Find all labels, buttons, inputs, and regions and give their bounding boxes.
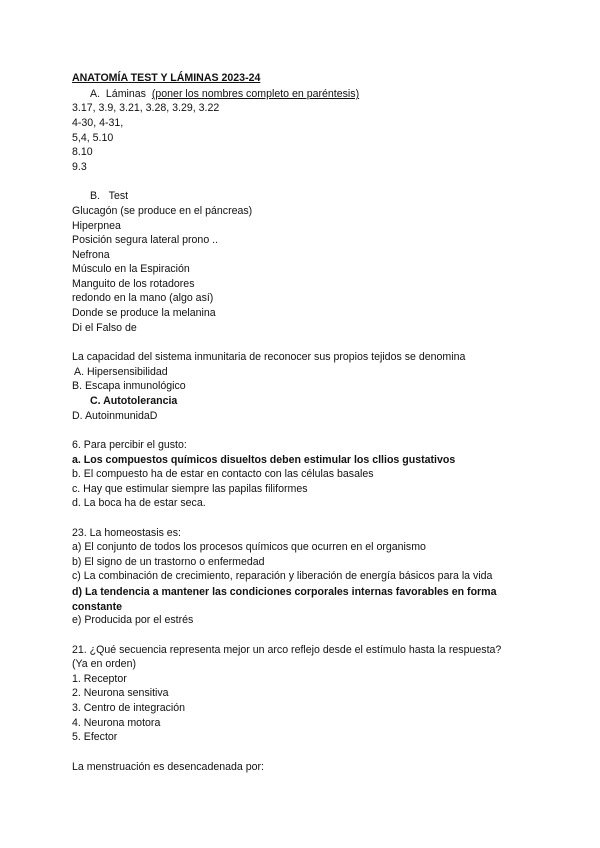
section-b-marker: B. (90, 190, 101, 202)
list-item: 3. Centro de integración (72, 702, 186, 714)
option-e: e) Producida por el estrés (72, 614, 194, 626)
section-b-line: Músculo en la Espiración (72, 263, 190, 275)
section-b-line: Hiperpnea (72, 220, 121, 232)
question-21-note: (Ya en orden) (72, 658, 136, 670)
list-item: 2. Neurona sensitiva (72, 687, 169, 699)
section-b-line: Manguito de los rotadores (72, 278, 195, 290)
section-a-line: 9.3 (72, 161, 87, 173)
section-a-heading (90, 88, 359, 101)
section-b-line: redondo en la mano (algo así) (72, 292, 214, 304)
option-d: D. AutoinmunidaD (72, 410, 158, 422)
section-b-line: Donde se produce la melanina (72, 307, 216, 319)
section-b-line: Di el Falso de (72, 322, 137, 334)
question-immune: La capacidad del sistema inmunitaria de reconocer sus propios tejidos se denomina (72, 351, 466, 363)
section-a-line: 8.10 (72, 146, 93, 158)
section-b-label: Test (108, 190, 129, 202)
option-b: b) El signo de un trastorno o enfermedad (72, 556, 265, 568)
list-item: 5. Efector (72, 731, 118, 743)
option-b: b. El compuesto ha de estar en contacto con las células basales (72, 468, 374, 480)
question-21: 21. ¿Qué secuencia representa mejor un arco reflejo desde el estímulo hasta la respuesta? (72, 644, 502, 656)
section-b-line: Glucagón (se produce en el páncreas) (72, 205, 253, 217)
option-c-correct: C. Autotolerancia (90, 395, 178, 407)
section-b-line: Nefrona (72, 249, 110, 261)
section-a-line: 5,4, 5.10 (72, 132, 114, 144)
section-b-heading (90, 190, 128, 203)
section-a-marker: A. (90, 88, 101, 100)
section-a-line: 4-30, 4-31, (72, 117, 124, 129)
section-a-note: (poner los nombres completo en paréntesis) (151, 88, 360, 100)
question-6: 6. Para percibir el gusto: (72, 439, 187, 451)
option-c: c. Hay que estimular siempre las papilas filiformes (72, 483, 308, 495)
list-item: 1. Receptor (72, 673, 127, 685)
question-menstruation: La menstruación es desencadenada por: (72, 761, 264, 773)
section-a-line: 3.17, 3.9, 3.21, 3.28, 3.29, 3.22 (72, 102, 220, 114)
section-b-line: Posición segura lateral prono .. (72, 234, 219, 246)
question-23: 23. La homeostasis es: (72, 527, 181, 539)
document-title: ANATOMÍA TEST Y LÁMINAS 2023-24 (72, 72, 261, 84)
option-d: d. La boca ha de estar seca. (72, 497, 206, 509)
option-a: a) El conjunto de todos los procesos químicos que ocurren en el organismo (72, 541, 426, 553)
option-d-correct: d) La tendencia a mantener las condiciones corporales internas favorables en forma constante (72, 586, 497, 613)
option-c: c) La combinación de crecimiento, reparación y liberación de energía básicos para la vida (72, 570, 493, 582)
option-b: B. Escapa inmunológico (72, 380, 186, 392)
option-a-correct: a. Los compuestos químicos disueltos deben estimular los cllios gustativos (72, 454, 456, 466)
section-a-label: Láminas (105, 88, 146, 100)
option-a: A. Hipersensibilidad (74, 366, 168, 378)
list-item: 4. Neurona motora (72, 717, 161, 729)
